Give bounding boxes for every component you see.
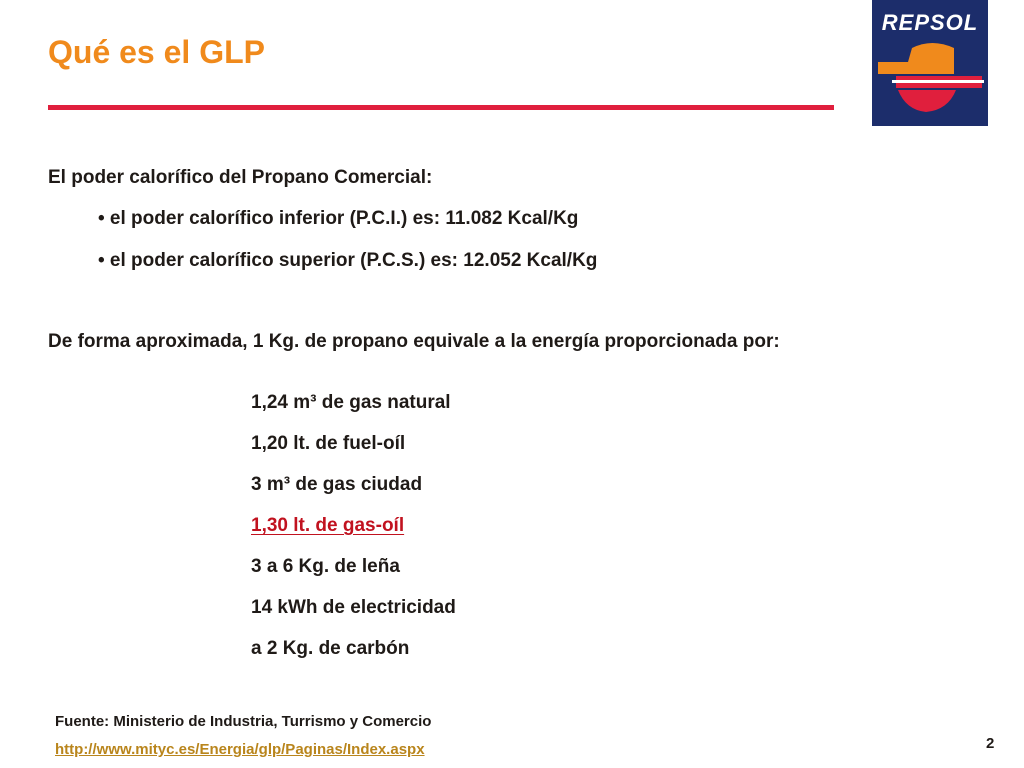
source-citation: Fuente: Ministerio de Industria, Turrismo y Comercio: [55, 713, 432, 730]
bullet-pci: • el poder calorífico inferior (P.C.I.) es: 11.082 Kcal/Kg: [98, 208, 579, 229]
equivalence-item: 14 kWh de electricidad: [251, 597, 456, 618]
equivalence-item: 1,20 lt. de fuel-oíl: [251, 433, 406, 454]
equivalence-item: 3 m³ de gas ciudad: [251, 474, 423, 495]
logo-brand-text: REPSOL: [881, 10, 979, 35]
calorific-power-heading: El poder calorífico del Propano Comercial:: [48, 167, 433, 188]
source-link[interactable]: http://www.mityc.es/Energia/glp/Paginas/Index.aspx: [55, 741, 425, 758]
equivalence-item-highlighted[interactable]: 1,30 lt. de gas-oíl: [251, 515, 405, 536]
equivalence-item: 1,24 m³ de gas natural: [251, 392, 451, 413]
page-number: 2: [986, 735, 995, 752]
slide-title: Qué es el GLP: [48, 34, 265, 70]
equivalence-item: a 2 Kg. de carbón: [251, 638, 410, 659]
equivalence-item: 3 a 6 Kg. de leña: [251, 556, 400, 577]
bullet-pcs: • el poder calorífico superior (P.C.S.) es: 12.052 Kcal/Kg: [98, 250, 598, 271]
title-underline-rule: [48, 105, 834, 110]
equivalence-intro: De forma aproximada, 1 Kg. de propano equivale a la energía proporcionada por:: [48, 331, 780, 352]
repsol-logo: [872, 0, 988, 126]
